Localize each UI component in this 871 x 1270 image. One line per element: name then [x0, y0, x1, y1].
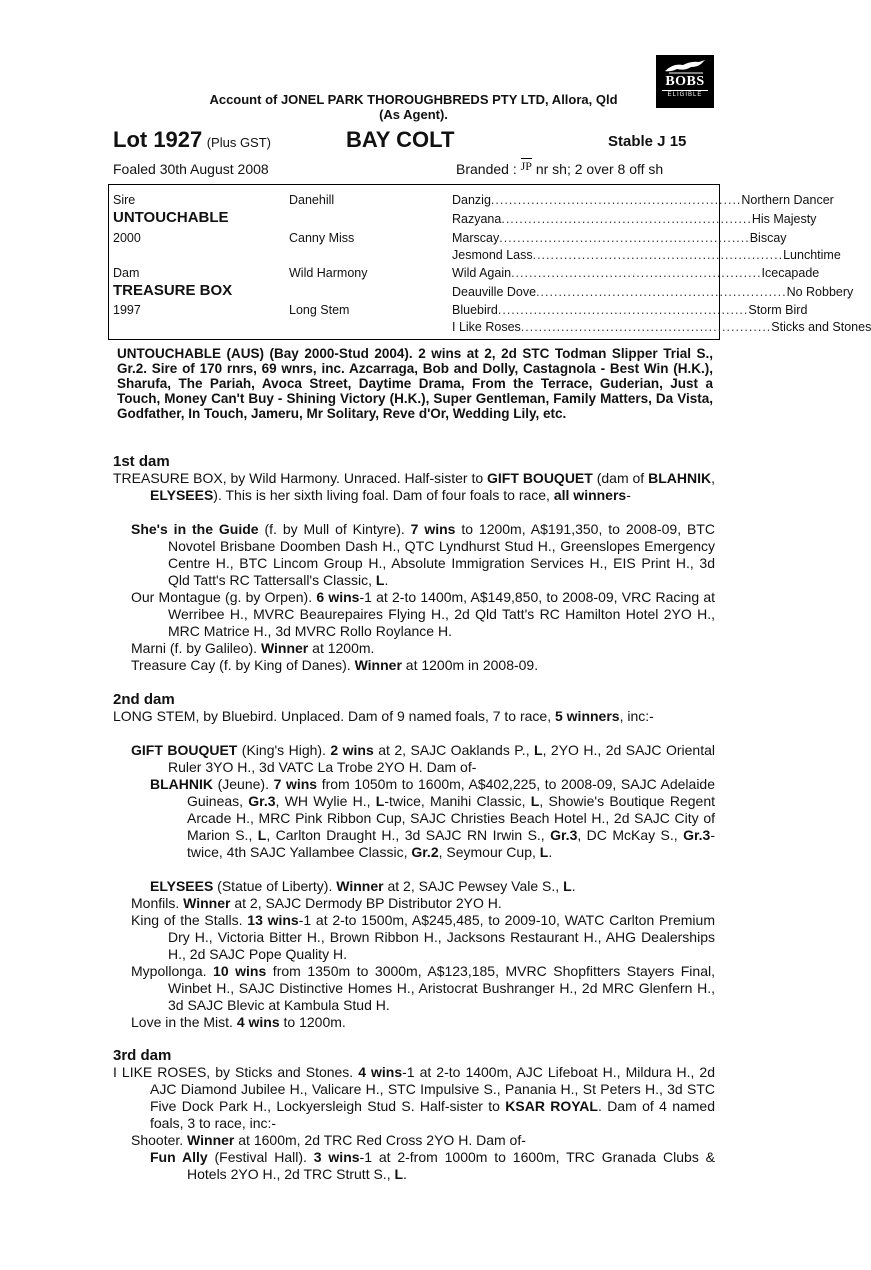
- logo-subtext: ELIGIBLE: [662, 90, 708, 99]
- progeny-entry: She's in the Guide (f. by Mull of Kintyre). 7 wins to 1200m, A$191,350, to 2008-09, BTC Novotel Brisbane Doomben Dash H., QTC Lyndhurst Stud H., Greenslopes Emergency Centre H., BTC Lincom Group H., Absolute Immigration Services H., EIS Print H., 3d Qld Tatt's RC Tattersall's Classic, L.: [131, 521, 715, 588]
- dam-paragraph: I LIKE ROSES, by Sticks and Stones. 4 wins-1 at 2-to 1400m, AJC Lifeboat H., Mildura H., 2d AJC Diamond Jubilee H., Valicare H., STC Impulsive S., Panania H., St Peters H., 3d STC Five Dock Park H., Lockyersleigh Stud S. Half-sister to KSAR ROYAL. Dam of 4 named foals, 3 to race, inc:-: [113, 1064, 716, 1131]
- progeny-entry: Monfils. Winner at 2, SAJC Dermody BP Distributor 2YO H.: [131, 895, 502, 911]
- account-line: Account of JONEL PARK THOROUGHBREDS PTY LTD, Allora, Qld: [209, 92, 618, 107]
- progeny-entry: ELYSEES (Statue of Liberty). Winner at 2, SAJC Pewsey Vale S., L.: [150, 878, 576, 894]
- dam-paragraph: TREASURE BOX, by Wild Harmony. Unraced. Half-sister to GIFT BOUQUET (dam of BLAHNIK, ELYSEES). This is her sixth living foal. Dam of four foals to race, all winners-: [113, 470, 715, 503]
- logo-text: BOBS: [665, 74, 705, 89]
- brand-mark: JP: [520, 159, 532, 173]
- sire-year: 2000: [113, 231, 141, 245]
- pedigree-g3-row: Bluebird ........................................................ Storm Bird: [452, 303, 808, 317]
- dam-dam: Long Stem: [289, 303, 350, 317]
- pedigree-g3-row: Wild Again ........................................................ Icecapade: [452, 266, 820, 280]
- dam-sire: Wild Harmony: [289, 266, 368, 280]
- sire-summary: UNTOUCHABLE (AUS) (Bay 2000-Stud 2004). 2 wins at 2, 2d STC Todman Slipper Trial S., Gr.2. Sire of 170 rnrs, 69 wnrs, inc. Azcarraga, Bob and Dolly, Castagnola - Best Win (H.K.), Sharufa, The Pariah, Avoca Street, Daytime Drama, From the Terrace, Guderian, Just a Touch, Money Can't Buy - Shining Victory (H.K.), Super Gentleman, Family Matters, Da Vista, Godfather, In Touch, Jameru, Mr Solitary, Reve d'Or, Wedding Lily, etc.: [117, 346, 713, 421]
- brand-info: Branded : JP nr sh; 2 over 8 off sh: [456, 159, 664, 177]
- progeny-entry: Fun Ally (Festival Hall). 3 wins-1 at 2-from 1000m to 1600m, TRC Granada Clubs & Hotels 2YO H., 2d TRC Strutt S., L.: [150, 1149, 716, 1182]
- dam-year: 1997: [113, 303, 141, 317]
- pedigree-g3-row: Razyana ........................................................ His Majesty: [452, 212, 817, 226]
- foaled-date: Foaled 30th August 2008: [113, 161, 269, 177]
- pedigree-g3-row: Jesmond Lass ........................................................ Lunchtime: [452, 248, 841, 262]
- gst-note: (Plus GST): [206, 135, 272, 150]
- sire-sire: Danehill: [289, 193, 335, 207]
- progeny-entry: Love in the Mist. 4 wins to 1200m.: [131, 1014, 346, 1030]
- progeny-entry: BLAHNIK (Jeune). 7 wins from 1050m to 1600m, A$402,225, to 2008-09, SAJC Adelaide Guineas, Gr.3, WH Wylie H., L-twice, Manihi Classic, L, Showie's Boutique Regent Arcade H., MRC Pink Ribbon Cup, SAJC Christies Beach Hotel H., 2d SAJC City of Marion S., L, Carlton Draught H., 3d SAJC RN Irwin S., Gr.3, DC McKay S., Gr.3-twice, 4th SAJC Yallambee Classic, Gr.2, Seymour Cup, L.: [150, 776, 716, 860]
- progeny-entry: Treasure Cay (f. by King of Danes). Winner at 1200m in 2008-09.: [131, 657, 539, 673]
- lot-number: Lot 1927 (Plus GST): [113, 127, 272, 152]
- pedigree-g3-row: Danzig ........................................................ Northern Dancer: [452, 193, 834, 207]
- progeny-entry: King of the Stalls. 13 wins-1 at 2-to 1500m, A$245,485, to 2009-10, WATC Carlton Premium Dry H., Victoria Bitter H., Brown Ribbon H., Jacksons Restaurant H., AHG Dealerships H., 2d SAJC Pope Quality H.: [131, 912, 715, 962]
- dam-name: TREASURE BOX: [113, 282, 233, 299]
- progeny-entry: Our Montague (g. by Orpen). 6 wins-1 at 2-to 1400m, A$149,850, to 2008-09, VRC Racing at Werribee H., MVRC Beaurepaires Flying H., 2d Qld Tatt's RC Hamilton Hotel 2YO H., MRC Matrice H., 3d MVRC Rollo Roylance H.: [131, 589, 716, 639]
- progeny-entry: Mypollonga. 10 wins from 1350m to 3000m, A$123,185, MVRC Shopfitters Stayers Final, Winbet H., SAJC Distinctive Homes H., Aristocrat Bushranger H., 2d MRC Glenfern H., 3d SAJC Blevic at Kambula Stud H.: [131, 963, 715, 1013]
- pedigree-table: [108, 184, 871, 340]
- section-heading-2nd-dam: 2nd dam: [113, 691, 175, 708]
- sire-label: Sire: [113, 193, 136, 207]
- sire-name: UNTOUCHABLE: [113, 209, 229, 226]
- progeny-entry: Shooter. Winner at 1600m, 2d TRC Red Cross 2YO H. Dam of-: [131, 1132, 526, 1148]
- sire-dam: Canny Miss: [289, 231, 355, 245]
- progeny-entry: Marni (f. by Galileo). Winner at 1200m.: [131, 640, 375, 656]
- agent-line: (As Agent).: [379, 107, 448, 122]
- section-heading-3rd-dam: 3rd dam: [113, 1047, 172, 1064]
- section-heading-1st-dam: 1st dam: [113, 453, 170, 470]
- horse-sex: BAY COLT: [346, 127, 455, 152]
- dam-paragraph: LONG STEM, by Bluebird. Unplaced. Dam of 9 named foals, 7 to race, 5 winners, inc:-: [113, 708, 654, 724]
- progeny-entry: GIFT BOUQUET (King's High). 2 wins at 2, SAJC Oaklands P., L, 2YO H., 2d SAJC Oriental Ruler 3YO H., 3d VATC La Trobe 2YO H. Dam of-: [131, 742, 716, 775]
- pedigree-g3-row: I Like Roses ........................................................ Sticks and Stones: [452, 320, 871, 334]
- dam-label: Dam: [113, 266, 140, 280]
- pedigree-g3-row: Marscay ........................................................ Biscay: [452, 231, 787, 245]
- stable: Stable J 15: [608, 133, 687, 150]
- pedigree-g3-row: Deauville Dove ........................................................ No Robbery: [452, 285, 854, 299]
- horse-icon: [663, 59, 707, 75]
